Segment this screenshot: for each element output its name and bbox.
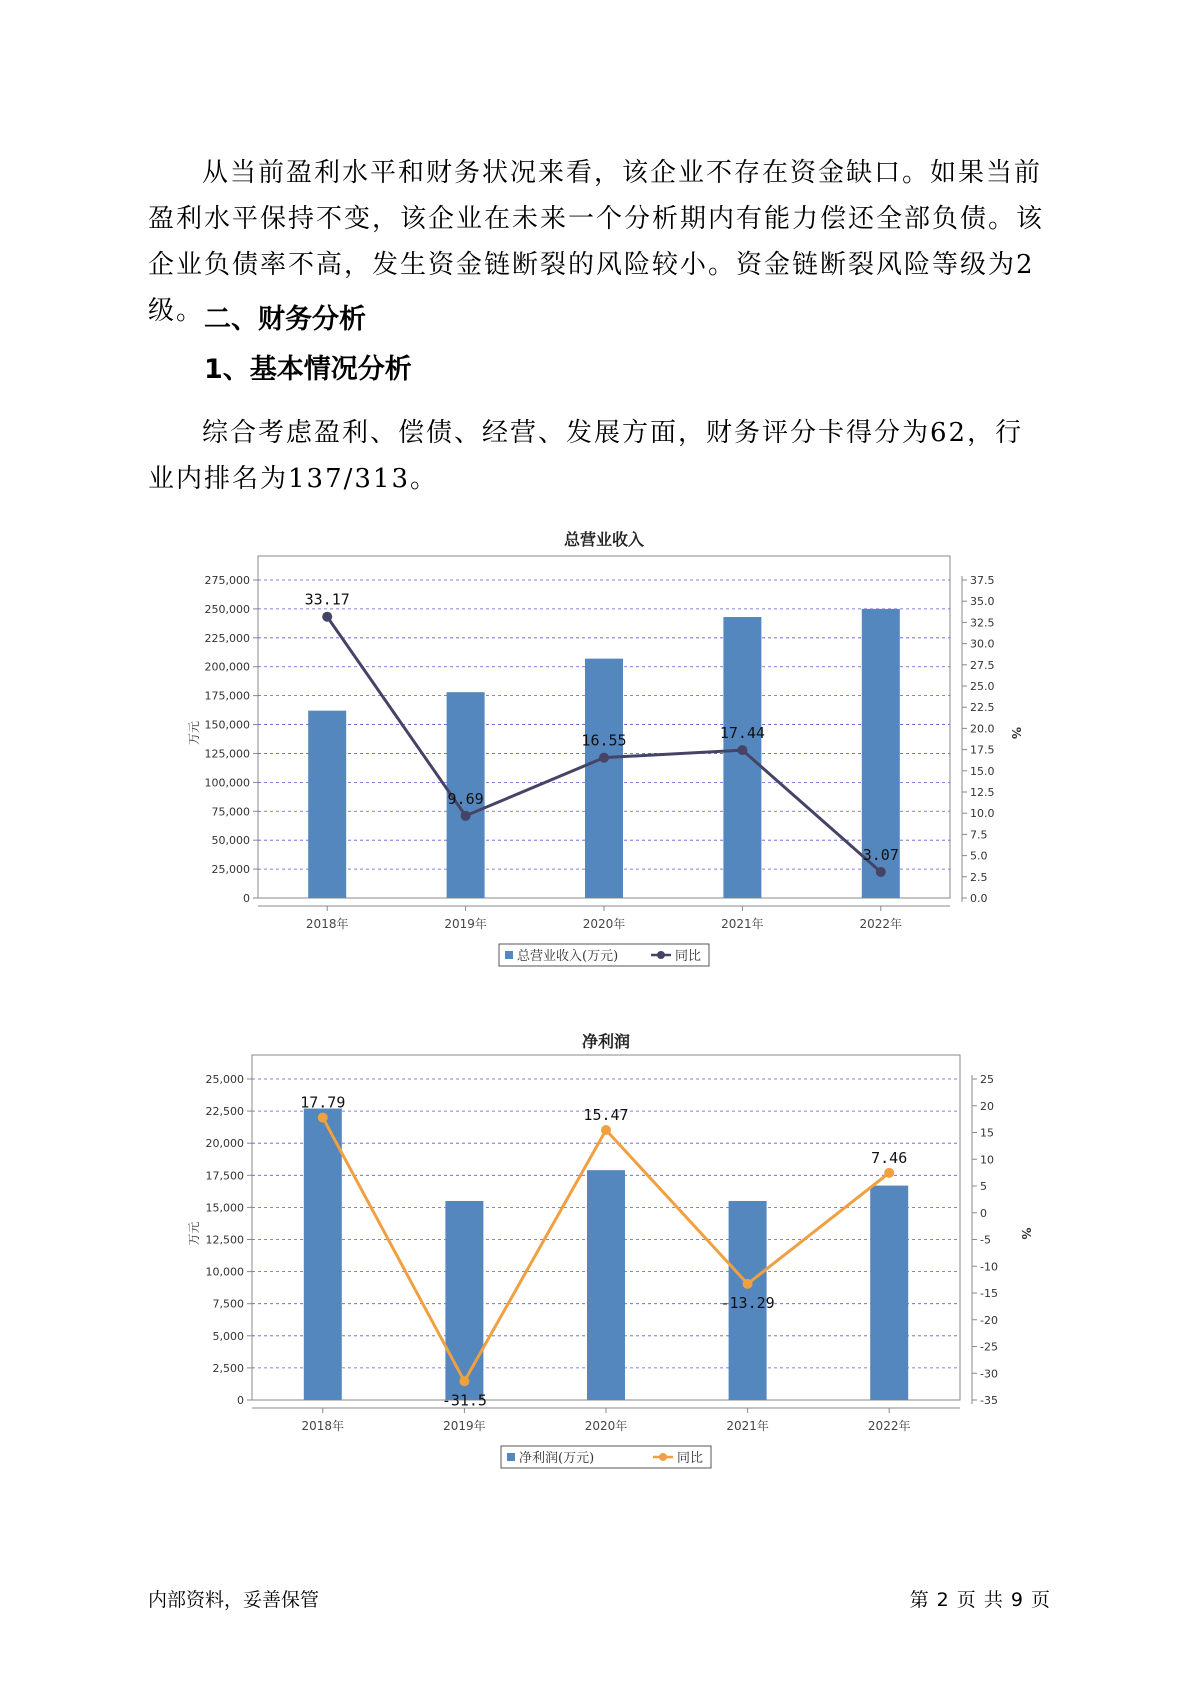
subsection-heading-basic-analysis: 1、基本情况分析 bbox=[204, 354, 412, 385]
yoy-point bbox=[318, 1113, 328, 1123]
y-right-tick-label: 7.5 bbox=[970, 828, 988, 842]
yoy-data-label: 16.55 bbox=[581, 731, 627, 750]
y-right-tick-label: 17.5 bbox=[970, 743, 995, 757]
yoy-point bbox=[884, 1168, 894, 1178]
y-right-tick-label: -25 bbox=[980, 1340, 998, 1354]
y-left-tick-label: 275,000 bbox=[204, 574, 250, 587]
footer-page-number: 第 2 页 共 9 页 bbox=[909, 1589, 1051, 1611]
section-heading-financial-analysis: 二、财务分析 bbox=[204, 304, 366, 335]
yoy-data-label: 9.69 bbox=[447, 789, 484, 808]
yoy-data-label: 17.79 bbox=[300, 1093, 346, 1112]
y-right-tick-label: 37.5 bbox=[970, 574, 995, 587]
y-left-tick-label: 22,500 bbox=[205, 1105, 244, 1119]
yoy-data-label: -13.29 bbox=[720, 1293, 775, 1312]
chart-title: 净利润 bbox=[581, 1032, 631, 1051]
y-right-tick-label: 22.5 bbox=[970, 701, 995, 715]
legend-swatch-marker bbox=[659, 1453, 667, 1461]
y-right-tick-label: 30.0 bbox=[970, 637, 995, 651]
legend-label-line: 同比 bbox=[677, 1451, 704, 1466]
legend-swatch-bar bbox=[507, 1453, 515, 1461]
y-left-tick-label: 0 bbox=[243, 892, 250, 905]
y-left-tick-label: 5,000 bbox=[212, 1329, 244, 1343]
y-right-tick-label: -30 bbox=[980, 1367, 998, 1381]
y-right-tick-label: -20 bbox=[980, 1313, 998, 1327]
yoy-data-label: 7.46 bbox=[871, 1148, 908, 1167]
yoy-data-label: 17.44 bbox=[719, 724, 765, 743]
yoy-data-label: 15.47 bbox=[583, 1105, 629, 1124]
y-left-tick-label: 125,000 bbox=[204, 747, 250, 761]
bar bbox=[723, 617, 761, 898]
y-right-tick-label: 0 bbox=[980, 1206, 987, 1220]
y-left-tick-label: 12,500 bbox=[205, 1233, 244, 1247]
y-left-tick-label: 50,000 bbox=[211, 834, 250, 848]
y-left-tick-label: 7,500 bbox=[212, 1297, 244, 1311]
yoy-point bbox=[461, 811, 471, 821]
y-right-axis-label: % bbox=[1019, 1227, 1033, 1240]
yoy-point bbox=[459, 1376, 469, 1386]
paragraph-scorecard: 综合考虑盈利、偿债、经营、发展方面，财务评分卡得分为62，行业内排名为137/313。 bbox=[148, 418, 1024, 494]
legend-label-line: 同比 bbox=[675, 949, 702, 964]
legend-swatch-marker bbox=[657, 951, 665, 959]
bar bbox=[445, 1201, 483, 1400]
y-left-tick-label: 15,000 bbox=[205, 1201, 244, 1215]
y-left-tick-label: 75,000 bbox=[211, 805, 250, 819]
y-right-tick-label: -15 bbox=[980, 1287, 998, 1300]
x-tick-label: 2018年 bbox=[301, 1419, 345, 1433]
y-left-tick-label: 225,000 bbox=[204, 631, 250, 645]
bar bbox=[870, 1186, 908, 1400]
y-right-tick-label: 20 bbox=[980, 1099, 994, 1113]
y-right-tick-label: 25 bbox=[980, 1073, 994, 1086]
y-left-tick-label: 0 bbox=[237, 1394, 244, 1407]
bar bbox=[585, 659, 623, 898]
y-right-tick-label: 25.0 bbox=[970, 680, 995, 693]
y-right-tick-label: 2.5 bbox=[970, 870, 988, 884]
y-right-tick-label: 0.0 bbox=[970, 892, 988, 905]
yoy-data-label: 3.07 bbox=[862, 845, 899, 864]
x-tick-label: 2019年 bbox=[443, 1419, 486, 1433]
y-right-tick-label: 32.5 bbox=[970, 616, 995, 630]
yoy-point bbox=[599, 753, 609, 763]
y-right-tick-label: 27.5 bbox=[970, 658, 995, 672]
yoy-point bbox=[876, 867, 886, 877]
y-right-tick-label: -5 bbox=[980, 1233, 991, 1247]
legend-label-bar: 净利润(万元) bbox=[519, 1451, 595, 1466]
y-right-tick-label: 15.0 bbox=[970, 764, 995, 778]
y-left-axis-label: 万元 bbox=[187, 720, 201, 746]
x-tick-label: 2018年 bbox=[305, 917, 349, 931]
y-left-axis-label: 万元 bbox=[187, 1221, 201, 1246]
yoy-point bbox=[743, 1279, 753, 1289]
x-tick-label: 2022年 bbox=[867, 1419, 911, 1433]
y-left-tick-label: 25,000 bbox=[211, 863, 250, 877]
yoy-point bbox=[601, 1125, 611, 1135]
chart-title: 总营业收入 bbox=[563, 530, 645, 549]
revenue-chart bbox=[180, 523, 1023, 983]
y-right-tick-label: 10.0 bbox=[970, 807, 995, 821]
x-tick-label: 2021年 bbox=[721, 917, 764, 931]
y-left-tick-label: 25,000 bbox=[205, 1073, 244, 1086]
x-tick-label: 2020年 bbox=[582, 917, 626, 931]
y-left-tick-label: 250,000 bbox=[204, 602, 250, 616]
y-left-tick-label: 2,500 bbox=[212, 1361, 244, 1375]
y-right-tick-label: 5 bbox=[980, 1180, 987, 1193]
yoy-point bbox=[322, 612, 332, 622]
yoy-point bbox=[737, 745, 747, 755]
x-tick-label: 2020年 bbox=[584, 1419, 628, 1433]
y-left-tick-label: 100,000 bbox=[204, 776, 250, 790]
x-tick-label: 2022年 bbox=[859, 917, 903, 931]
y-right-axis-label: % bbox=[1009, 726, 1023, 740]
y-right-tick-label: 10 bbox=[980, 1153, 994, 1167]
yoy-data-label: -31.5 bbox=[441, 1391, 487, 1410]
y-right-tick-label: 5.0 bbox=[970, 849, 988, 863]
x-tick-label: 2021年 bbox=[726, 1419, 769, 1433]
y-left-tick-label: 17,500 bbox=[205, 1169, 244, 1183]
bar bbox=[304, 1109, 342, 1400]
bar bbox=[308, 711, 346, 898]
y-right-tick-label: -10 bbox=[980, 1260, 998, 1274]
y-left-tick-label: 200,000 bbox=[204, 660, 250, 674]
yoy-data-label: 33.17 bbox=[304, 590, 350, 609]
y-right-tick-label: 15 bbox=[980, 1126, 994, 1140]
y-left-tick-label: 10,000 bbox=[205, 1265, 244, 1279]
legend-label-bar: 总营业收入(万元) bbox=[517, 949, 619, 964]
y-right-tick-label: -35 bbox=[980, 1394, 998, 1407]
legend-swatch-bar bbox=[505, 951, 513, 959]
net-profit-chart bbox=[180, 1025, 1033, 1485]
y-right-tick-label: 12.5 bbox=[970, 786, 995, 799]
y-right-tick-label: 20.0 bbox=[970, 722, 995, 736]
y-left-tick-label: 175,000 bbox=[204, 689, 250, 703]
paragraph-risk-summary: 从当前盈利水平和财务状况来看，该企业不存在资金缺口。如果当前盈利水平保持不变，该企业在未来一个分析期内有能力偿还全部负债。该企业负债率不高，发生资金链断裂的风险较小。资金链断裂风险等级为2级。 bbox=[148, 158, 1045, 326]
y-right-tick-label: 35.0 bbox=[970, 595, 995, 609]
x-tick-label: 2019年 bbox=[444, 917, 487, 931]
bar bbox=[587, 1170, 625, 1400]
footer-confidential-note: 内部资料，妥善保管 bbox=[148, 1589, 320, 1611]
y-left-tick-label: 150,000 bbox=[204, 718, 250, 732]
y-left-tick-label: 20,000 bbox=[205, 1137, 244, 1151]
